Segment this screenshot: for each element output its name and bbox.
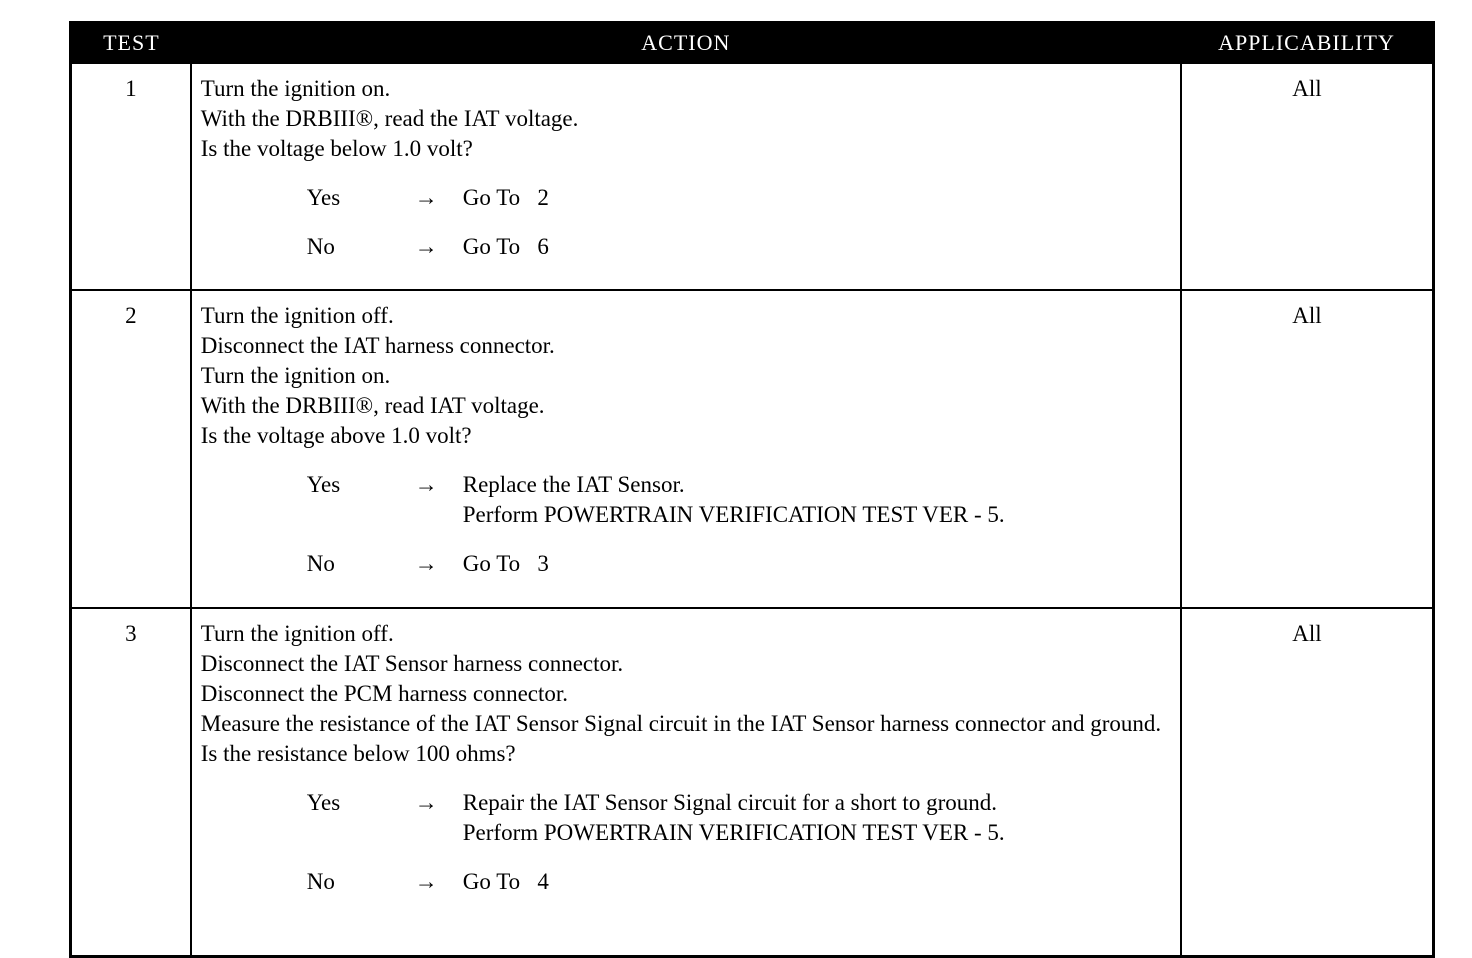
action-step: Disconnect the IAT harness connector. — [200, 333, 555, 358]
result-line: Perform POWERTRAIN VERIFICATION TEST VER - 5. — [462, 502, 1005, 527]
test-number: 2 — [71, 290, 191, 608]
diagnostic-test-table — [69, 21, 1435, 958]
yes-result — [463, 788, 1174, 848]
yes-branch — [307, 788, 1174, 848]
yes-label: Yes — [306, 185, 341, 210]
no-label: No — [306, 234, 335, 259]
test-number: 3 — [71, 608, 191, 957]
action-cell — [191, 290, 1181, 608]
result-line: Go To 4 — [462, 869, 549, 894]
right-arrow-icon: → — [414, 234, 438, 259]
result-line: Go To 6 — [462, 234, 549, 259]
result-line: Repair the IAT Sensor Signal circuit for a short to ground. — [462, 790, 997, 815]
action-step: Is the resistance below 100 ohms? — [200, 741, 516, 766]
action-step: Is the voltage above 1.0 volt? — [200, 423, 472, 448]
test-number: 1 — [71, 63, 191, 290]
no-result — [463, 867, 1174, 897]
applicability-value: All — [1181, 608, 1434, 957]
action-step: With the DRBIII®, read IAT voltage. — [200, 393, 545, 418]
right-arrow-icon: → — [414, 472, 438, 497]
action-step: With the DRBIII®, read the IAT voltage. — [200, 106, 579, 131]
header-test: TEST — [71, 23, 191, 64]
no-branch — [307, 867, 1174, 897]
no-label: No — [306, 551, 335, 576]
no-label: No — [306, 869, 335, 894]
yes-branch — [307, 183, 1174, 213]
yes-result — [463, 183, 1174, 213]
result-line: Perform POWERTRAIN VERIFICATION TEST VER - 5. — [462, 820, 1005, 845]
action-step: Turn the ignition on. — [200, 76, 391, 101]
action-step: Disconnect the IAT Sensor harness connector. — [200, 651, 624, 676]
no-branch — [307, 549, 1174, 579]
table-header-row — [71, 23, 1434, 64]
result-line: Go To 3 — [462, 551, 549, 576]
yes-result — [463, 470, 1174, 530]
yes-label: Yes — [306, 790, 341, 815]
result-line: Go To 2 — [462, 185, 549, 210]
yes-label: Yes — [306, 472, 341, 497]
right-arrow-icon: → — [414, 869, 438, 894]
yes-branch — [307, 470, 1174, 530]
header-applicability: APPLICABILITY — [1181, 23, 1434, 64]
right-arrow-icon: → — [414, 790, 438, 815]
action-step: Disconnect the PCM harness connector. — [200, 681, 569, 706]
header-action: ACTION — [191, 23, 1181, 64]
action-step: Measure the resistance of the IAT Sensor Signal circuit in the IAT Sensor harness connector and ground. — [200, 711, 1162, 736]
table-row — [71, 63, 1434, 290]
action-cell — [191, 608, 1181, 957]
applicability-value: All — [1181, 290, 1434, 608]
right-arrow-icon: → — [414, 551, 438, 576]
action-step: Turn the ignition off. — [200, 621, 394, 646]
no-result — [463, 549, 1174, 579]
no-branch — [307, 232, 1174, 262]
table-row — [71, 608, 1434, 957]
no-result — [463, 232, 1174, 262]
table-row — [71, 290, 1434, 608]
result-line: Replace the IAT Sensor. — [462, 472, 685, 497]
action-step: Turn the ignition on. — [200, 363, 391, 388]
action-cell — [191, 63, 1181, 290]
action-step: Is the voltage below 1.0 volt? — [200, 136, 473, 161]
action-step: Turn the ignition off. — [200, 303, 394, 328]
right-arrow-icon: → — [414, 185, 438, 210]
applicability-value: All — [1181, 63, 1434, 290]
